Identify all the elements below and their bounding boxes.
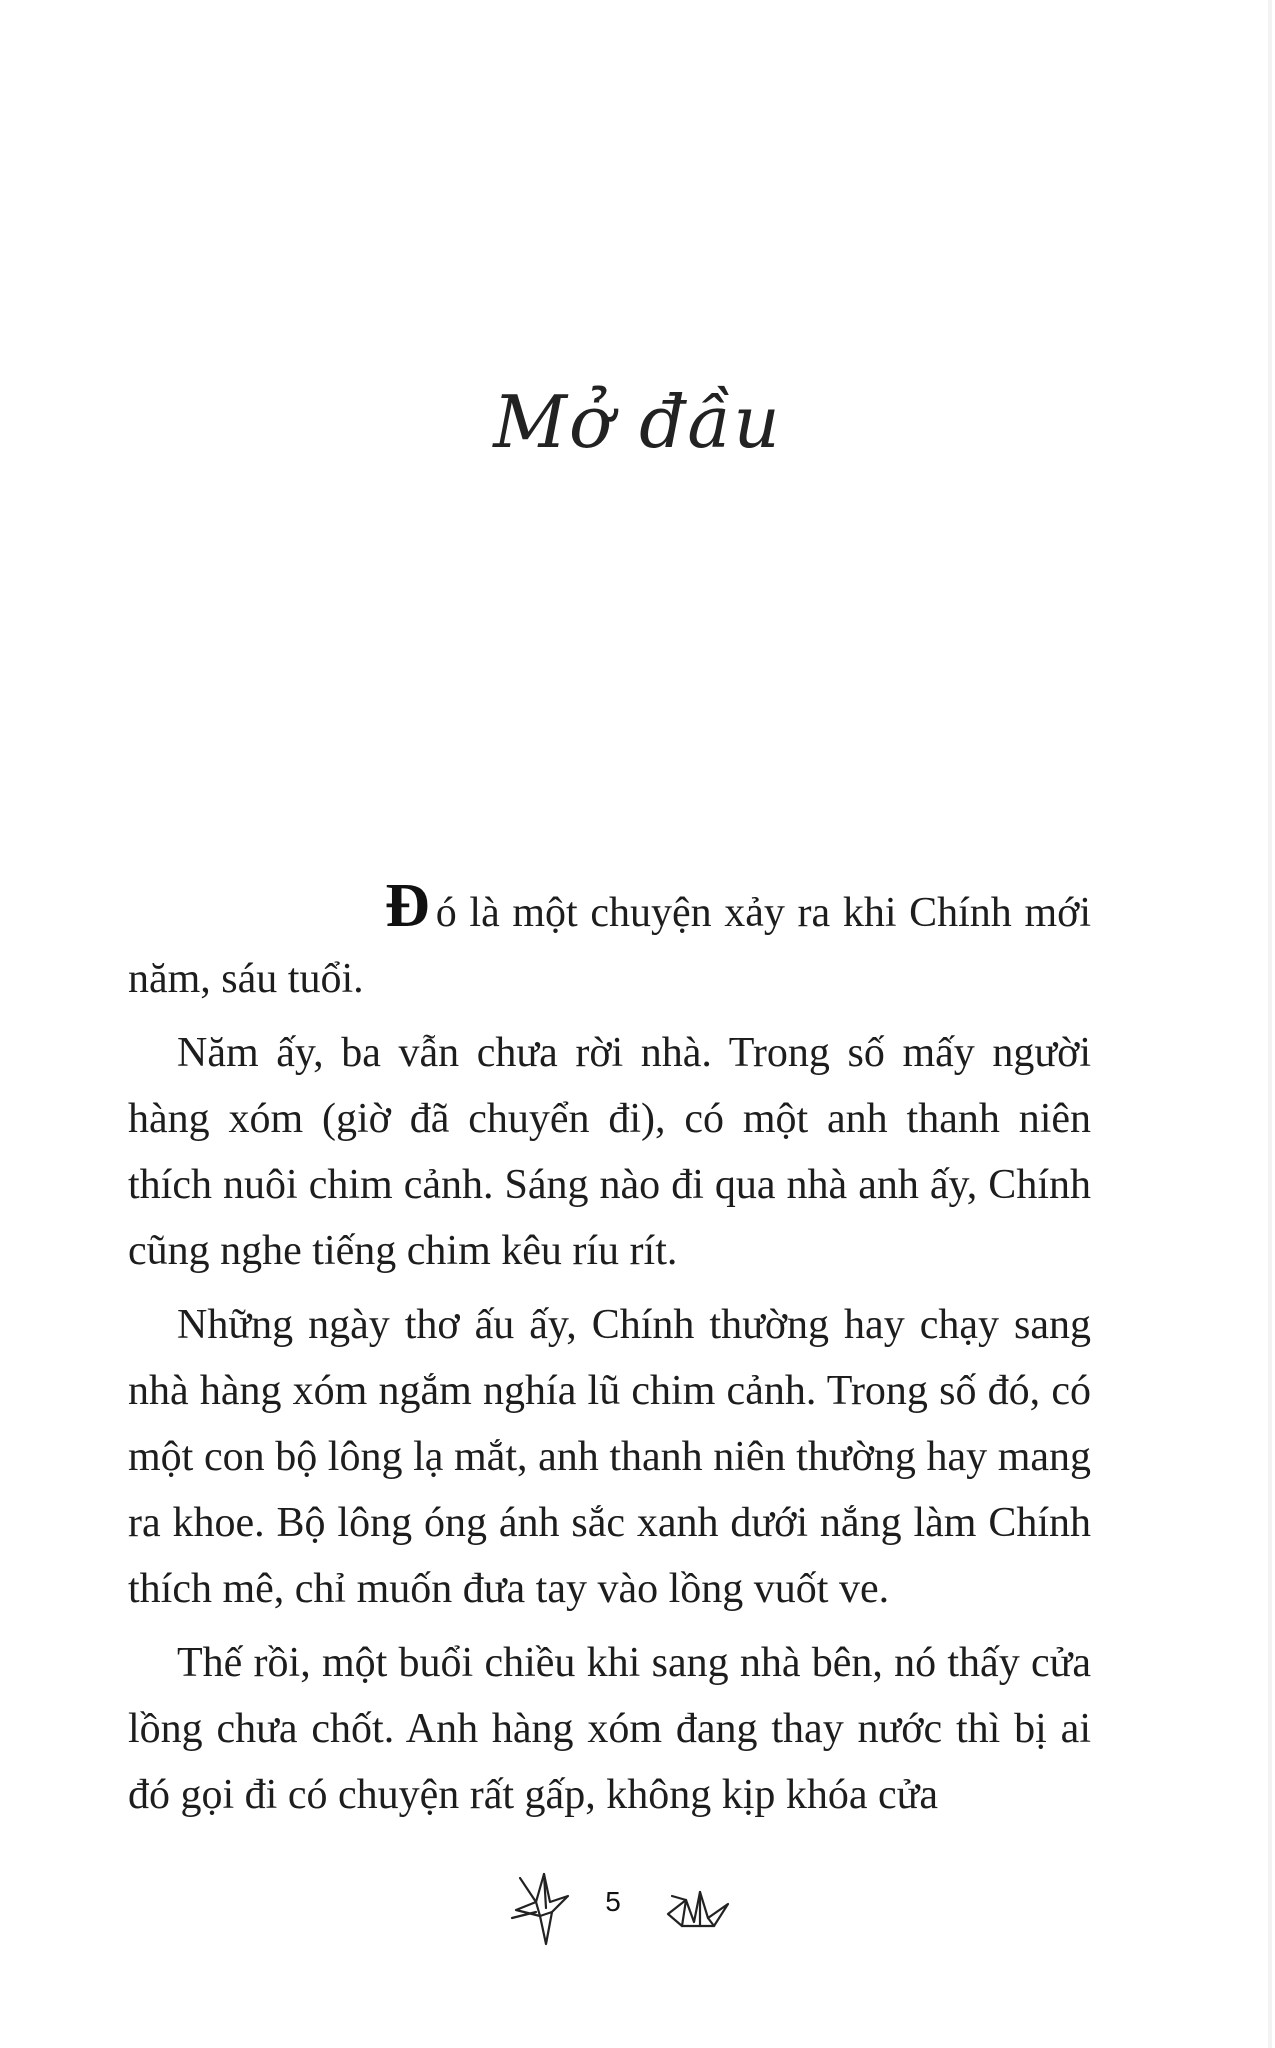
chapter-title: Mở đầu: [493, 380, 782, 464]
paragraph-2: Năm ấy, ba vẫn chưa rời nhà. Trong số mấy người hàng xóm (giờ đã chuyển đi), có một anh thanh niên thích nuôi chim cảnh. Sáng nào đi qua nhà anh ấy, Chính cũng nghe tiếng chim kêu ríu rít.: [128, 1030, 1091, 1274]
paragraph-3: Những ngày thơ ấu ấy, Chính thường hay chạy sang nhà hàng xóm ngắm nghía lũ chim cảnh. Trong số đó, có một con bộ lông lạ mắt, anh thanh niên thường hay mang ra khoe. Bộ lông óng ánh sắc xanh dưới nắng làm Chính thích mê, chỉ muốn đưa tay vào lồng vuốt ve.: [128, 1302, 1091, 1612]
page-edge: [1268, 0, 1272, 2048]
page-number: 5: [605, 1886, 621, 1917]
origami-crane-icon: [506, 1868, 576, 1948]
origami-crane-icon: [664, 1878, 734, 1938]
paragraph-4: Thế rồi, một buổi chiều khi sang nhà bên, nó thấy cửa lồng chưa chốt. Anh hàng xóm đang thay nước thì bị ai đó gọi đi có chuyện rất gấp, không kịp khóa cửa: [128, 1640, 1091, 1818]
paragraph-1-text: ó là một chuyện xảy ra khi Chính mới năm, sáu tuổi.: [128, 890, 1091, 1002]
drop-cap: Đ: [385, 872, 430, 940]
body-text: [128, 872, 1091, 1836]
paragraph-1: [128, 872, 1091, 1012]
page-footer: [0, 1868, 1275, 1948]
